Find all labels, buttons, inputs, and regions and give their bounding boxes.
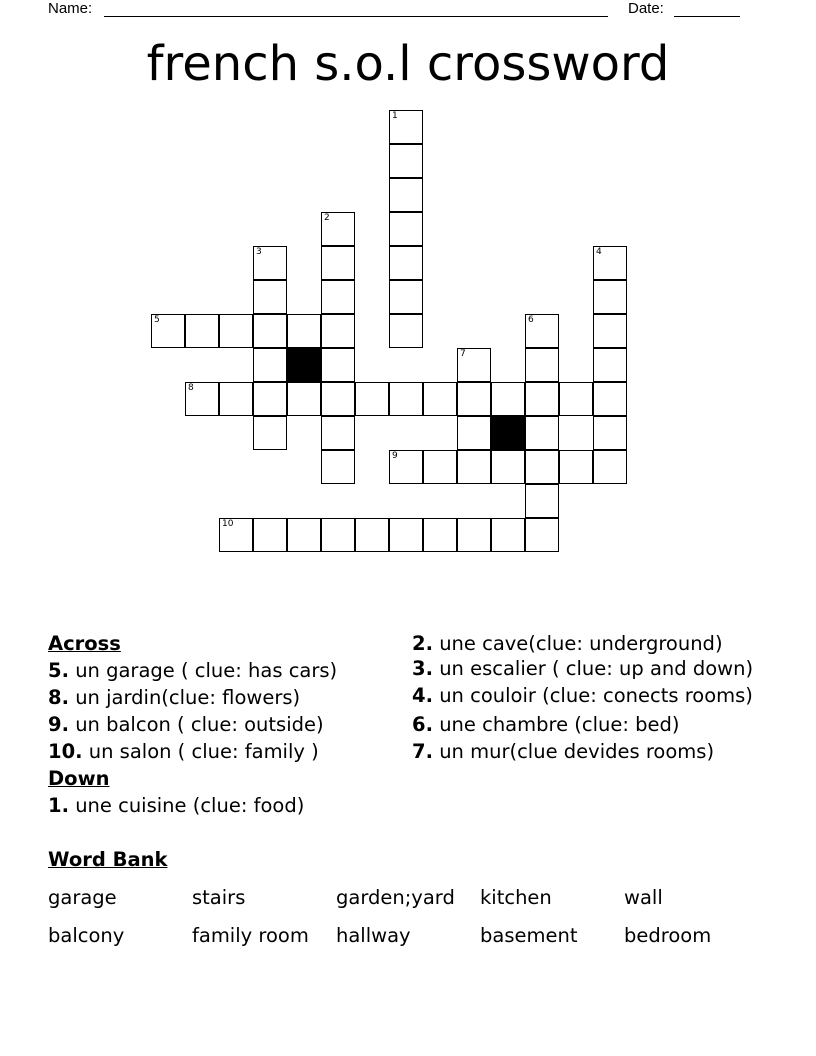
down-clue-3: 3. un escalier ( clue: up and down) — [412, 657, 754, 680]
across-clue-10: 10. un salon ( clue: family ) — [48, 740, 319, 763]
grid-block — [287, 348, 321, 382]
grid-cell[interactable] — [491, 450, 525, 484]
grid-cell[interactable] — [593, 348, 627, 382]
grid-cell[interactable] — [593, 246, 627, 280]
word-bank-item: garage — [48, 886, 117, 909]
word-bank-item: garden;yard — [336, 886, 455, 909]
grid-cell[interactable] — [423, 382, 457, 416]
grid-cell[interactable] — [321, 348, 355, 382]
word-bank-heading: Word Bank — [48, 848, 168, 871]
grid-cell[interactable] — [593, 280, 627, 314]
word-bank-item: balcony — [48, 924, 125, 947]
grid-cell[interactable] — [423, 450, 457, 484]
cell-number: 3 — [256, 247, 262, 257]
grid-cell[interactable] — [389, 280, 423, 314]
name-label: Name: — [48, 0, 93, 17]
down-clue-7: 7. un mur(clue devides rooms) — [412, 740, 715, 763]
grid-cell[interactable] — [593, 416, 627, 450]
grid-cell[interactable] — [219, 314, 253, 348]
grid-cell[interactable] — [287, 382, 321, 416]
grid-cell[interactable] — [457, 416, 491, 450]
grid-cell[interactable] — [457, 382, 491, 416]
grid-cell[interactable] — [321, 518, 355, 552]
grid-cell[interactable] — [321, 314, 355, 348]
grid-cell[interactable] — [219, 518, 253, 552]
grid-cell[interactable] — [321, 450, 355, 484]
down-clue-1: 1. une cuisine (clue: food) — [48, 794, 305, 817]
date-label: Date: — [628, 0, 664, 17]
grid-cell[interactable] — [559, 450, 593, 484]
grid-cell[interactable] — [355, 382, 389, 416]
grid-cell[interactable] — [185, 314, 219, 348]
page-title: french s.o.l crossword — [146, 36, 670, 92]
grid-cell[interactable] — [253, 382, 287, 416]
grid-cell[interactable] — [457, 450, 491, 484]
word-bank-item: bedroom — [624, 924, 712, 947]
grid-cell[interactable] — [287, 314, 321, 348]
grid-cell[interactable] — [389, 110, 423, 144]
down-clue-6: 6. une chambre (clue: bed) — [412, 713, 680, 736]
cell-number: 8 — [188, 383, 194, 393]
grid-cell[interactable] — [253, 348, 287, 382]
clues-right-column — [412, 630, 772, 765]
grid-cell[interactable] — [185, 382, 219, 416]
grid-cell[interactable] — [423, 518, 457, 552]
word-bank-item: basement — [480, 924, 578, 947]
down-clue-2: 2. une cave(clue: underground) — [412, 632, 723, 655]
word-bank-item: family room — [192, 924, 309, 947]
grid-cell[interactable] — [321, 416, 355, 450]
grid-cell[interactable] — [151, 314, 185, 348]
grid-cell[interactable] — [593, 450, 627, 484]
down-heading: Down — [48, 767, 110, 790]
grid-cell[interactable] — [253, 246, 287, 280]
grid-block — [491, 416, 525, 450]
grid-cell[interactable] — [389, 212, 423, 246]
cell-number: 1 — [392, 111, 398, 121]
grid-cell[interactable] — [253, 314, 287, 348]
across-clue-8: 8. un jardin(clue: flowers) — [48, 686, 301, 709]
word-bank — [48, 884, 768, 949]
grid-cell[interactable] — [525, 314, 559, 348]
grid-cell[interactable] — [457, 348, 491, 382]
grid-cell[interactable] — [321, 246, 355, 280]
grid-cell[interactable] — [321, 212, 355, 246]
grid-cell[interactable] — [389, 450, 423, 484]
cell-number: 6 — [528, 315, 534, 325]
grid-cell[interactable] — [593, 314, 627, 348]
grid-cell[interactable] — [525, 450, 559, 484]
grid-cell[interactable] — [219, 382, 253, 416]
across-clue-9: 9. un balcon ( clue: outside) — [48, 713, 324, 736]
grid-cell[interactable] — [457, 518, 491, 552]
word-bank-item: kitchen — [480, 886, 552, 909]
grid-cell[interactable] — [525, 518, 559, 552]
grid-cell[interactable] — [389, 178, 423, 212]
cell-number: 5 — [154, 315, 160, 325]
grid-cell[interactable] — [389, 246, 423, 280]
grid-cell[interactable] — [389, 518, 423, 552]
grid-cell[interactable] — [559, 382, 593, 416]
grid-cell[interactable] — [253, 518, 287, 552]
grid-cell[interactable] — [525, 348, 559, 382]
cell-number: 10 — [222, 519, 234, 529]
grid-cell[interactable] — [525, 416, 559, 450]
grid-cell[interactable] — [355, 518, 389, 552]
grid-cell[interactable] — [491, 382, 525, 416]
word-bank-item: hallway — [336, 924, 411, 947]
word-bank-item: wall — [624, 886, 663, 909]
clues-left-column — [48, 630, 398, 819]
cell-number: 2 — [324, 213, 330, 223]
across-heading: Across — [48, 632, 121, 655]
grid-cell[interactable] — [389, 382, 423, 416]
grid-cell[interactable] — [287, 518, 321, 552]
across-clue-5: 5. un garage ( clue: has cars) — [48, 659, 338, 682]
grid-cell[interactable] — [253, 416, 287, 450]
grid-cell[interactable] — [525, 382, 559, 416]
grid-cell[interactable] — [593, 382, 627, 416]
cell-number: 7 — [460, 349, 466, 359]
grid-cell[interactable] — [253, 280, 287, 314]
grid-cell[interactable] — [321, 280, 355, 314]
word-bank-item: stairs — [192, 886, 246, 909]
grid-cell[interactable] — [389, 144, 423, 178]
cell-number: 9 — [392, 451, 398, 461]
grid-cell[interactable] — [321, 382, 355, 416]
grid-cell[interactable] — [525, 484, 559, 518]
grid-cell[interactable] — [389, 314, 423, 348]
grid-cell[interactable] — [491, 518, 525, 552]
cell-number: 4 — [596, 247, 602, 257]
down-clue-4: 4. un couloir (clue: conects rooms) — [412, 684, 753, 707]
